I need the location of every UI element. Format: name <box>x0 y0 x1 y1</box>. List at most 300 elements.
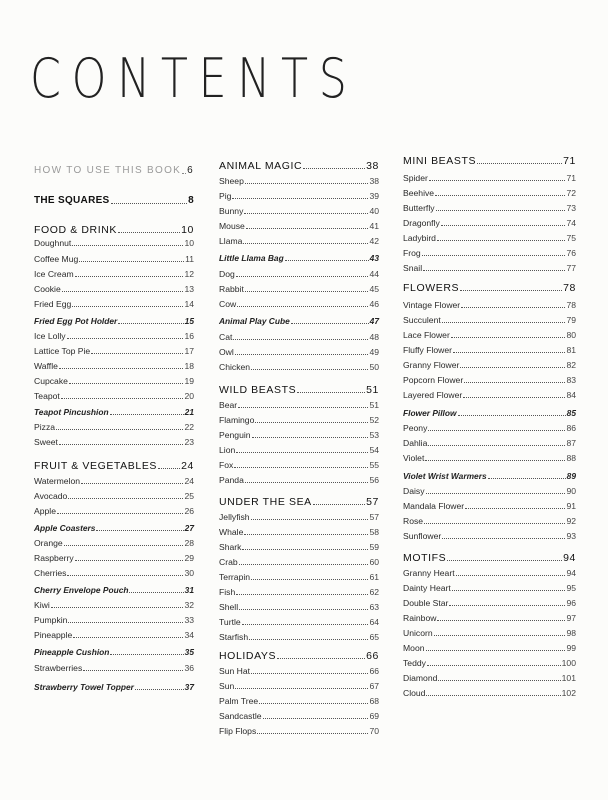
toc-section-heading <box>219 650 379 662</box>
toc-page-number: 78 <box>566 300 576 310</box>
toc-entry-label: Waffle <box>34 361 58 371</box>
toc-entry <box>403 438 576 448</box>
toc-page-number: 94 <box>563 552 576 564</box>
toc-entry-label: Apple <box>34 506 56 516</box>
toc-page-number: 67 <box>369 681 379 691</box>
toc-project-entry <box>403 408 576 418</box>
toc-section-heading <box>219 160 379 172</box>
toc-page-number: 38 <box>366 160 379 172</box>
toc-page-number: 6 <box>187 165 195 176</box>
dot-leader <box>235 688 368 689</box>
toc-page-number: 95 <box>566 583 576 593</box>
dot-leader <box>158 468 180 469</box>
toc-page-number: 46 <box>369 299 379 309</box>
toc-page-number: 22 <box>184 422 194 432</box>
toc-page-number: 80 <box>566 330 576 340</box>
dot-leader <box>68 622 183 623</box>
toc-page-number: 66 <box>369 666 379 676</box>
toc-page-number: 82 <box>566 360 576 370</box>
toc-entry-label: Teddy <box>403 658 426 668</box>
toc-page-number: 51 <box>369 400 379 410</box>
toc-entry-label: Bear <box>219 400 238 410</box>
toc-entry-label: Spider <box>403 173 428 183</box>
toc-entry <box>34 361 194 371</box>
toc-project-entry <box>34 585 194 595</box>
toc-page-number: 70 <box>369 726 379 736</box>
dot-leader <box>251 673 368 674</box>
dot-leader <box>243 243 368 244</box>
toc-entry <box>219 400 379 410</box>
toc-page-number: 58 <box>369 527 379 537</box>
toc-entry-label: Granny Heart <box>403 568 455 578</box>
toc-entry <box>403 233 576 243</box>
toc-page-number: 74 <box>566 218 576 228</box>
dot-leader <box>452 590 566 591</box>
dot-leader <box>245 482 369 483</box>
dot-leader <box>426 493 566 494</box>
toc-page-number: 23 <box>184 437 194 447</box>
toc-entry <box>219 362 379 372</box>
dot-leader <box>477 163 562 164</box>
toc-page-number: 88 <box>566 453 576 463</box>
toc-entry <box>403 300 576 310</box>
toc-entry-label: Moon <box>403 643 425 653</box>
toc-entry-label: Pig <box>219 191 232 201</box>
toc-page-number: 76 <box>566 248 576 258</box>
toc-entry <box>219 711 379 721</box>
toc-page-number: 26 <box>184 506 194 516</box>
toc-entry <box>403 375 576 385</box>
toc-entry <box>34 269 194 279</box>
toc-entry-label: Turtle <box>219 617 241 627</box>
dot-leader <box>438 680 560 681</box>
toc-entry-label: Sweet <box>34 437 58 447</box>
toc-entry <box>34 391 194 401</box>
toc-entry <box>34 506 194 516</box>
toc-page-number: 35 <box>184 647 194 657</box>
toc-entry-label: Coffee Mug <box>34 254 79 264</box>
dot-leader <box>239 564 369 565</box>
toc-entry-label: Fish <box>219 587 236 597</box>
toc-entry-label: WILD BEASTS <box>219 384 297 396</box>
toc-page-number: 32 <box>184 600 194 610</box>
dot-leader <box>424 523 565 524</box>
toc-entry-label: Apple Coasters <box>34 523 96 533</box>
dot-leader <box>129 592 183 593</box>
toc-page-number: 37 <box>184 682 194 692</box>
toc-entry-label: Dragonfly <box>403 218 440 228</box>
toc-entry-label: Lion <box>219 445 236 455</box>
toc-page-number: 78 <box>563 282 576 294</box>
toc-entry-label: Pumpkin <box>34 615 68 625</box>
toc-project-entry <box>219 253 379 263</box>
dot-leader <box>111 203 188 204</box>
toc-entry <box>219 681 379 691</box>
toc-page-number: 34 <box>184 630 194 640</box>
toc-page-number: 57 <box>366 496 379 508</box>
toc-entry-label: Succulent <box>403 315 441 325</box>
toc-page-number: 47 <box>369 316 379 326</box>
toc-entry <box>34 615 194 625</box>
toc-entry <box>219 284 379 294</box>
toc-entry-label: Dog <box>219 269 235 279</box>
dot-leader <box>303 168 365 169</box>
toc-page-number: 24 <box>181 460 194 472</box>
toc-entry-label: Flip Flops <box>219 726 257 736</box>
toc-page-number: 59 <box>369 542 379 552</box>
toc-entry <box>34 476 194 486</box>
toc-entry-label: HOW TO USE THIS BOOK <box>34 165 182 176</box>
dot-leader <box>313 504 365 505</box>
toc-entry-label: Rabbit <box>219 284 244 294</box>
toc-page-number: 83 <box>566 375 576 385</box>
dot-leader <box>251 369 368 370</box>
toc-page-number: 75 <box>566 233 576 243</box>
dot-leader <box>291 323 369 324</box>
toc-entry-label: Lattice Top Pie <box>34 346 91 356</box>
toc-entry-label: Fried Egg Pot Holder <box>34 316 118 326</box>
dot-leader <box>251 579 368 580</box>
toc-page-number: 53 <box>369 430 379 440</box>
dot-leader <box>79 261 184 262</box>
toc-page-number: 8 <box>188 195 194 206</box>
toc-entry-label: Teapot Pincushion <box>34 407 109 417</box>
toc-entry-label: Whale <box>219 527 244 537</box>
toc-page-number: 10 <box>181 224 194 236</box>
toc-entry-label: Penguin <box>219 430 251 440</box>
dot-leader <box>442 322 566 323</box>
toc-entry <box>219 221 379 231</box>
toc-entry-label: Crab <box>219 557 238 567</box>
toc-entry-label: Cow <box>219 299 237 309</box>
toc-entry-label: ANIMAL MAGIC <box>219 160 303 172</box>
dot-leader <box>428 430 565 431</box>
toc-page-number: 45 <box>369 284 379 294</box>
toc-entry <box>403 173 576 183</box>
toc-page-number: 81 <box>566 345 576 355</box>
toc-page-number: 72 <box>566 188 576 198</box>
toc-entry <box>34 538 194 548</box>
toc-page-number: 102 <box>561 688 576 698</box>
toc-project-entry <box>34 523 194 533</box>
toc-entry-label: Strawberries <box>34 663 83 673</box>
toc-page-number: 51 <box>366 384 379 396</box>
toc-entry <box>34 376 194 386</box>
toc-entry <box>403 583 576 593</box>
toc-entry-label: Sheep <box>219 176 244 186</box>
dot-leader <box>245 183 369 184</box>
toc-page-number: 61 <box>369 572 379 582</box>
toc-entry-label: Llama <box>219 236 243 246</box>
toc-entry <box>219 587 379 597</box>
toc-section-heading <box>403 155 576 167</box>
toc-entry <box>403 501 576 511</box>
toc-entry-label: Sandcastle <box>219 711 262 721</box>
toc-entry-label: Layered Flower <box>403 390 463 400</box>
dot-leader <box>68 498 183 499</box>
toc-entry-label: Rose <box>403 516 424 526</box>
toc-entry <box>403 360 576 370</box>
toc-entry-label: Orange <box>34 538 63 548</box>
toc-entry <box>219 299 379 309</box>
toc-entry <box>403 516 576 526</box>
dot-leader <box>447 560 562 561</box>
dot-leader <box>64 545 184 546</box>
toc-entry <box>219 726 379 736</box>
dot-leader <box>75 276 184 277</box>
toc-page-number: 43 <box>369 253 379 263</box>
toc-entry <box>219 602 379 612</box>
toc-entry <box>403 345 576 355</box>
toc-entry-label: Frog <box>403 248 421 258</box>
toc-entry <box>34 600 194 610</box>
toc-entry-label: Flower Pillow <box>403 408 457 418</box>
toc-page-number: 14 <box>184 299 194 309</box>
toc-page-number: 25 <box>184 491 194 501</box>
toc-entry-label: Raspberry <box>34 553 74 563</box>
dot-leader <box>435 195 565 196</box>
toc-entry-label: Daisy <box>403 486 425 496</box>
toc-entry-label: THE SQUARES <box>34 195 110 206</box>
dot-leader <box>297 392 365 393</box>
toc-section-heading <box>219 496 379 508</box>
toc-entry-label: Avocado <box>34 491 68 501</box>
toc-page-number: 93 <box>566 531 576 541</box>
toc-entry <box>403 531 576 541</box>
toc-entry-label: FOOD & DRINK <box>34 224 118 236</box>
toc-page-number: 50 <box>369 362 379 372</box>
toc-entry-label: Unicorn <box>403 628 433 638</box>
toc-entry <box>34 166 194 176</box>
dot-leader <box>91 353 183 354</box>
toc-entry <box>403 218 576 228</box>
toc-page-number: 94 <box>566 568 576 578</box>
dot-leader <box>429 180 566 181</box>
toc-entry-label: Watermelon <box>34 476 81 486</box>
toc-entry <box>219 332 379 342</box>
dot-leader <box>437 240 565 241</box>
toc-entry-label: Pineapple <box>34 630 73 640</box>
toc-page-number: 89 <box>566 471 576 481</box>
dot-leader <box>449 605 565 606</box>
dot-leader <box>110 414 184 415</box>
toc-entry-label: HOLIDAYS <box>219 650 277 662</box>
dot-leader <box>428 445 565 446</box>
toc-page-number: 18 <box>184 361 194 371</box>
toc-page-number: 12 <box>184 269 194 279</box>
toc-entry <box>34 254 194 264</box>
toc-entry-label: MOTIFS <box>403 552 447 564</box>
toc-entry <box>219 269 379 279</box>
toc-page-number: 68 <box>369 696 379 706</box>
toc-page-number: 20 <box>184 391 194 401</box>
toc-entry <box>34 568 194 578</box>
dot-leader <box>110 654 183 655</box>
dot-leader <box>51 607 184 608</box>
toc-entry-label: Cloud <box>403 688 426 698</box>
toc-page-number: 73 <box>566 203 576 213</box>
dot-leader <box>442 538 565 539</box>
toc-entry <box>34 346 194 356</box>
toc-entry <box>403 688 576 698</box>
toc-entry-label: Cupcake <box>34 376 68 386</box>
page-title: CONTENTS <box>30 47 358 110</box>
toc-entry-label: Dainty Heart <box>403 583 451 593</box>
toc-page-number: 85 <box>566 408 576 418</box>
toc-entry <box>219 415 379 425</box>
dot-leader <box>488 478 566 479</box>
toc-entry-label: FLOWERS <box>403 282 460 294</box>
toc-entry-label: Strawberry Towel Topper <box>34 682 134 692</box>
toc-entry-label: Mandala Flower <box>403 501 465 511</box>
dot-leader <box>437 620 565 621</box>
toc-entry-label: Lace Flower <box>403 330 450 340</box>
dot-leader <box>460 290 562 291</box>
toc-entry <box>34 196 194 206</box>
toc-entry <box>219 512 379 522</box>
dot-leader <box>57 513 183 514</box>
toc-entry <box>403 598 576 608</box>
dot-leader <box>75 560 184 561</box>
toc-entry-label: Cat <box>219 332 233 342</box>
toc-entry <box>403 568 576 578</box>
toc-entry-label: Dahlia <box>403 438 428 448</box>
dot-leader <box>441 225 566 226</box>
dot-leader <box>59 368 184 369</box>
toc-page-number: 31 <box>184 585 194 595</box>
toc-page-number: 21 <box>184 407 194 417</box>
dot-leader <box>259 703 368 704</box>
toc-entry-label: UNDER THE SEA <box>219 496 312 508</box>
toc-page-number: 91 <box>566 501 576 511</box>
dot-leader <box>242 549 368 550</box>
dot-leader <box>69 383 184 384</box>
dot-leader <box>236 452 368 453</box>
toc-page-number: 56 <box>369 475 379 485</box>
toc-entry-label: Pineapple Cushion <box>34 647 110 657</box>
toc-page-number: 36 <box>184 663 194 673</box>
toc-entry <box>34 663 194 673</box>
toc-section-heading <box>34 460 194 472</box>
toc-entry-label: Doughnut <box>34 238 72 248</box>
toc-entry <box>403 423 576 433</box>
toc-entry-label: Beehive <box>403 188 435 198</box>
toc-page-number: 64 <box>369 617 379 627</box>
dot-leader <box>67 575 183 576</box>
toc-page-number: 30 <box>184 568 194 578</box>
dot-leader <box>72 306 183 307</box>
dot-leader <box>277 658 365 659</box>
toc-entry <box>34 299 194 309</box>
toc-page-number: 69 <box>369 711 379 721</box>
dot-leader <box>426 695 560 696</box>
dot-leader <box>72 245 183 246</box>
toc-entry-label: Owl <box>219 347 234 357</box>
dot-leader <box>245 291 369 292</box>
toc-page-number: 87 <box>566 438 576 448</box>
toc-entry <box>219 617 379 627</box>
toc-entry-label: Peony <box>403 423 428 433</box>
toc-page-number: 15 <box>184 316 194 326</box>
toc-entry <box>219 696 379 706</box>
toc-entry <box>403 248 576 258</box>
toc-entry-label: Ice Lolly <box>34 331 66 341</box>
toc-entry <box>403 263 576 273</box>
dot-leader <box>464 382 565 383</box>
toc-entry <box>34 284 194 294</box>
toc-entry <box>219 475 379 485</box>
toc-entry-label: Ice Cream <box>34 269 74 279</box>
toc-entry <box>219 460 379 470</box>
toc-project-entry <box>34 682 194 692</box>
toc-page-number: 40 <box>369 206 379 216</box>
toc-entry-label: Fluffy Flower <box>403 345 453 355</box>
toc-entry-label: Animal Play Cube <box>219 316 290 326</box>
toc-page-number: 44 <box>369 269 379 279</box>
dot-leader <box>423 270 565 271</box>
toc-page-number: 71 <box>563 155 576 167</box>
toc-project-entry <box>34 316 194 326</box>
toc-project-entry <box>403 471 576 481</box>
toc-entry-label: Cherry Envelope Pouch <box>34 585 129 595</box>
dot-leader <box>461 307 565 308</box>
toc-page-number: 27 <box>184 523 194 533</box>
toc-page-number: 96 <box>566 598 576 608</box>
toc-page-number: 28 <box>184 538 194 548</box>
dot-leader <box>434 635 566 636</box>
toc-entry <box>219 176 379 186</box>
dot-leader <box>83 670 183 671</box>
toc-entry <box>403 315 576 325</box>
toc-entry-label: Panda <box>219 475 244 485</box>
toc-page-number: 84 <box>566 390 576 400</box>
toc-page-number: 63 <box>369 602 379 612</box>
toc-page-number: 39 <box>369 191 379 201</box>
dot-leader <box>257 733 368 734</box>
toc-page-number: 77 <box>566 263 576 273</box>
dot-leader <box>263 718 369 719</box>
toc-page-number: 65 <box>369 632 379 642</box>
toc-entry-label: Ladybird <box>403 233 436 243</box>
toc-entry <box>219 527 379 537</box>
dot-leader <box>67 338 184 339</box>
dot-leader <box>426 650 566 651</box>
toc-entry-label: Double Star <box>403 598 449 608</box>
dot-leader <box>246 228 369 229</box>
dot-leader <box>458 415 566 416</box>
dot-leader <box>456 575 566 576</box>
dot-leader <box>236 594 368 595</box>
toc-entry-label: Popcorn Flower <box>403 375 464 385</box>
dot-leader <box>233 339 368 340</box>
toc-section-heading <box>219 384 379 396</box>
toc-entry <box>219 445 379 455</box>
toc-entry <box>34 331 194 341</box>
toc-entry <box>34 422 194 432</box>
toc-page-number: 100 <box>561 658 576 668</box>
toc-entry <box>403 613 576 623</box>
toc-entry-label: Fried Egg <box>34 299 72 309</box>
dot-leader <box>59 444 184 445</box>
toc-entry-label: Fox <box>219 460 234 470</box>
toc-page-number: 55 <box>369 460 379 470</box>
dot-leader <box>118 323 183 324</box>
dot-leader <box>251 519 369 520</box>
dot-leader <box>73 637 183 638</box>
toc-entry-label: Chicken <box>219 362 251 372</box>
toc-entry-label: Bunny <box>219 206 244 216</box>
toc-entry <box>34 630 194 640</box>
